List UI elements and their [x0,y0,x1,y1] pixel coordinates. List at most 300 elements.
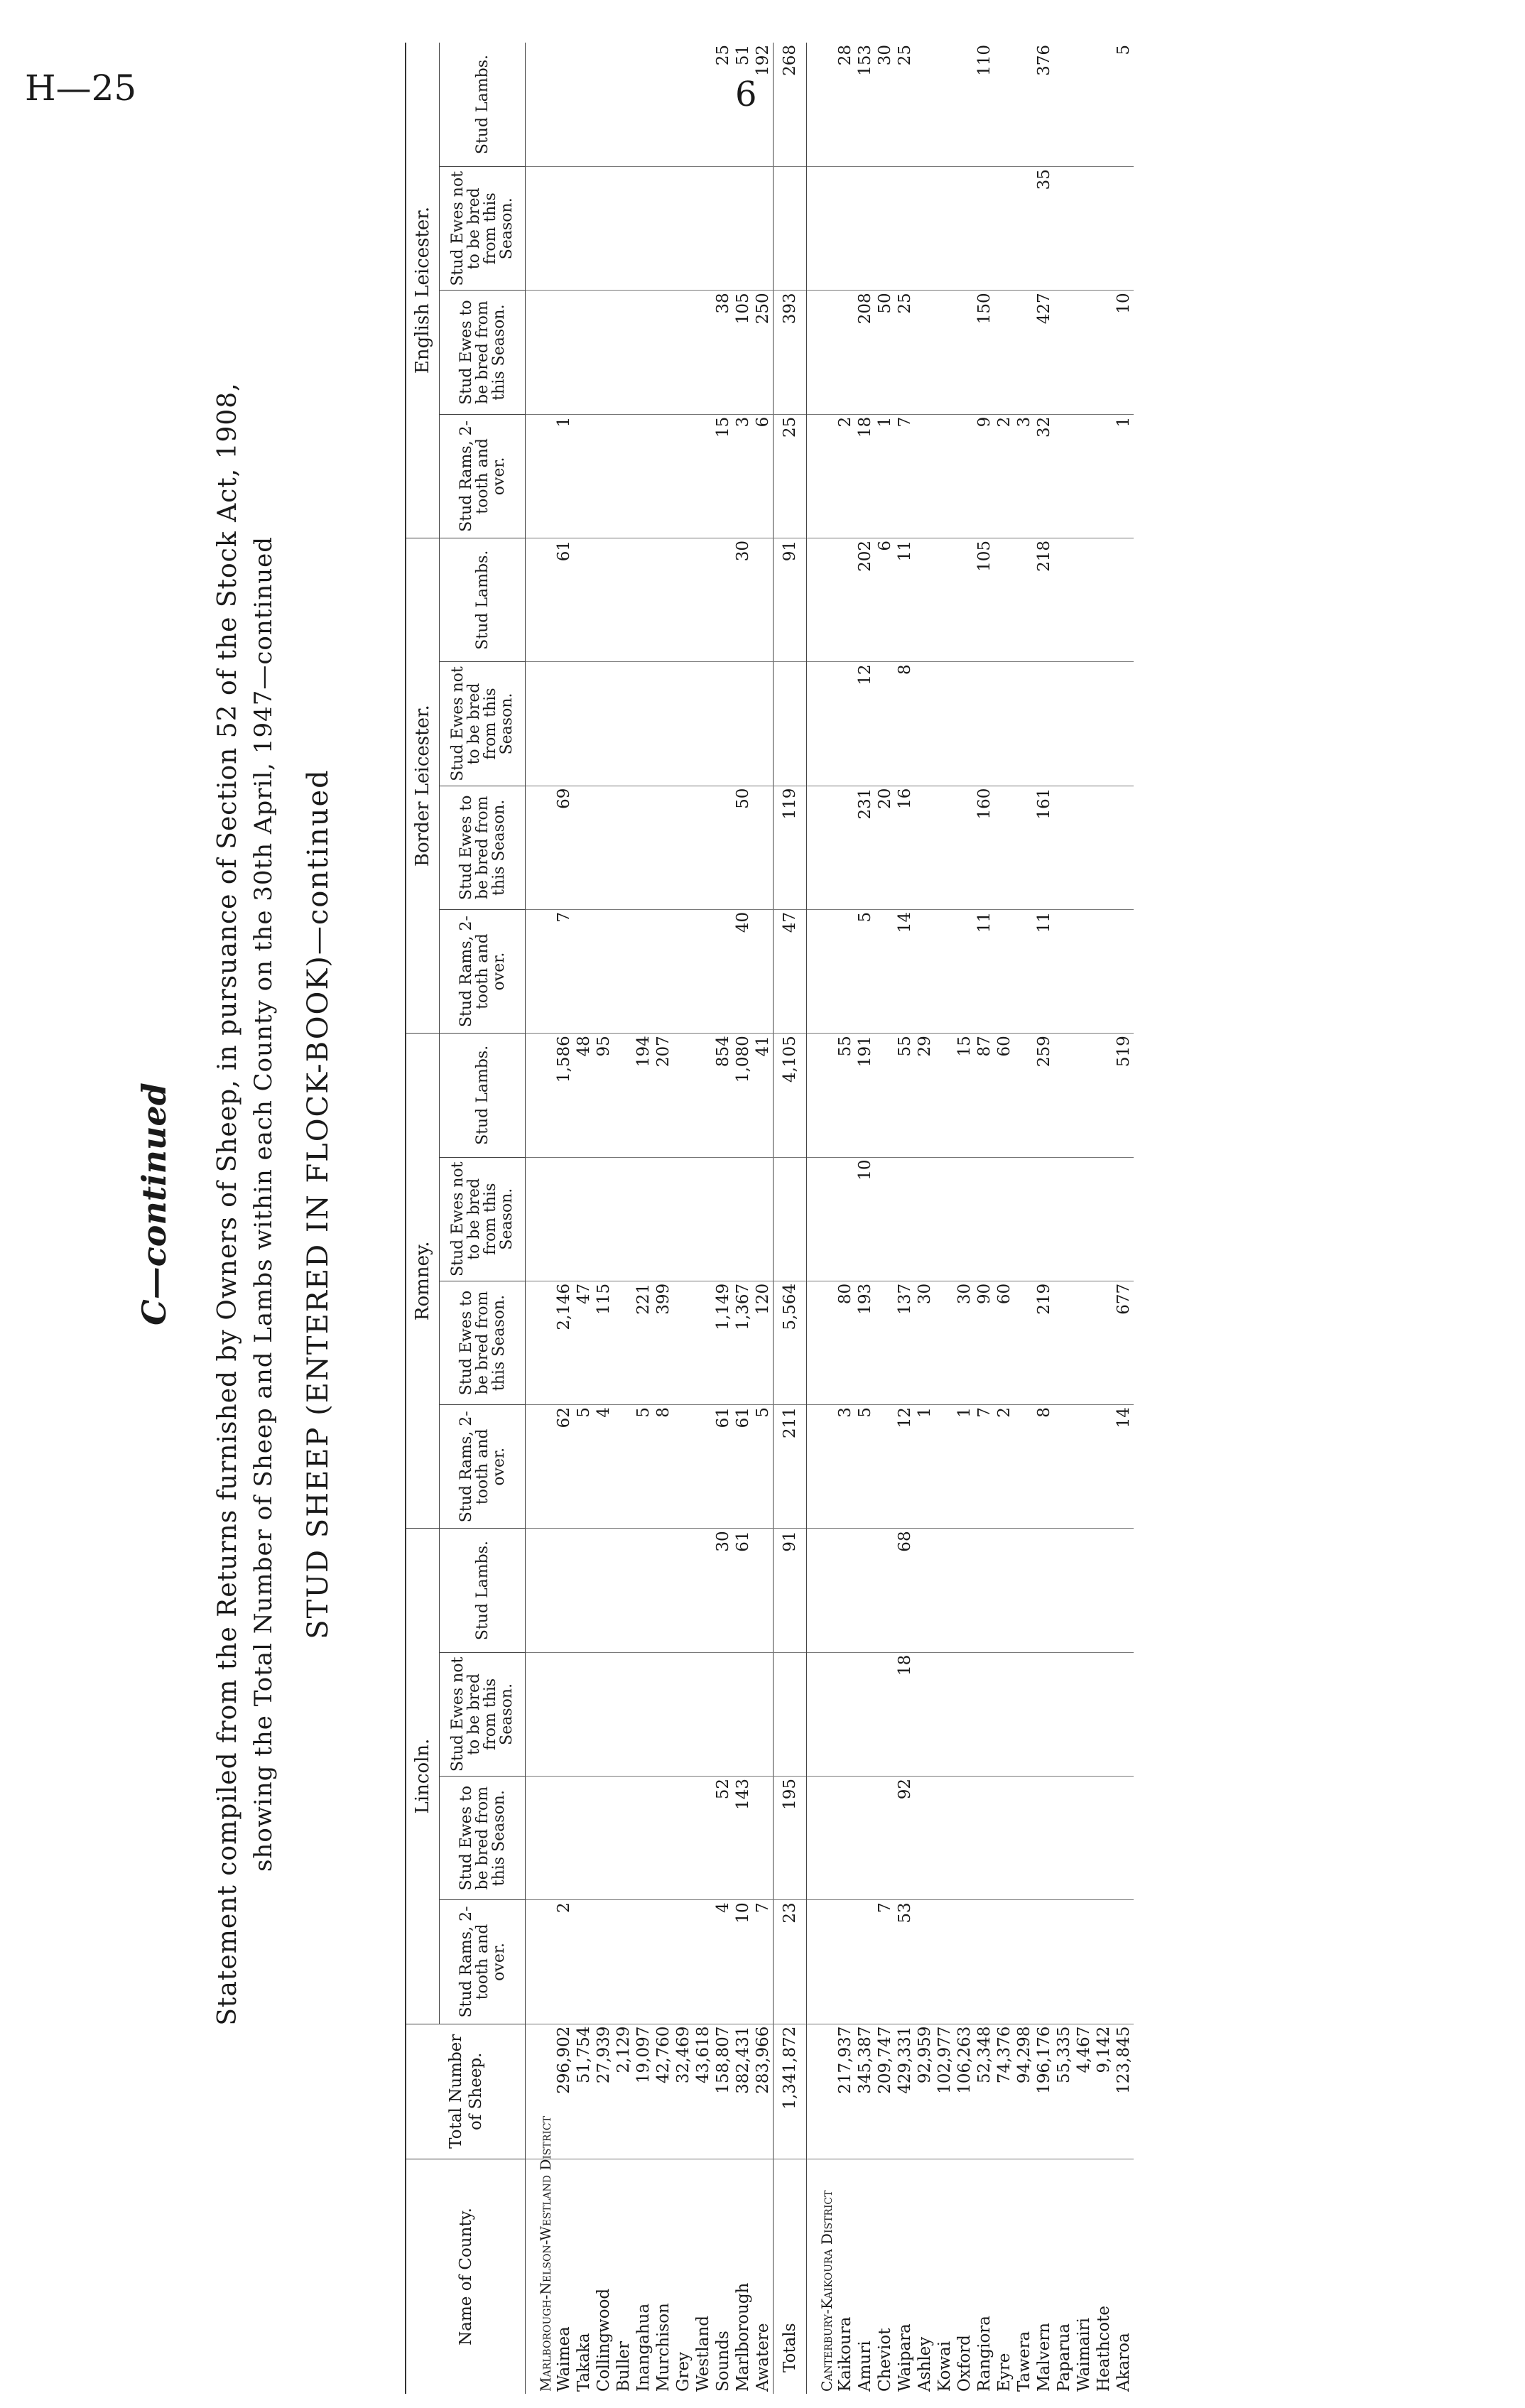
stud-count-cell: 6 [875,538,895,661]
stud-count-cell: 15 [955,1034,975,1157]
stud-count-cell [574,1157,594,1281]
stud-count-cell [733,1157,753,1281]
stud-count-cell [994,167,1014,291]
stud-count-cell [975,1529,994,1652]
stud-count-cell [594,1652,614,1776]
blank-cell [526,414,555,538]
total-sheep-cell: 32,469 [673,2024,693,2159]
stud-count-cell [1014,167,1034,291]
stud-count-cell [1094,1652,1114,1776]
stud-count-cell [1114,1652,1134,1776]
total-sheep-cell: 27,939 [594,2024,614,2159]
stud-count-cell [935,1034,955,1157]
total-sheep-cell: 209,747 [875,2024,895,2159]
stud-count-cell: 10 [855,1157,875,1281]
table-row [975,43,994,2394]
blank-cell [526,1405,555,1529]
totals-cell: 5,564 [774,1281,807,1404]
total-sheep-cell: 43,618 [693,2024,713,2159]
stud-count-cell [1054,662,1074,786]
stud-count-cell [1114,1777,1134,1900]
stud-count-cell [835,909,855,1033]
stud-count-cell: 191 [855,1034,875,1157]
county-name-cell: Awatere [754,2323,772,2392]
total-sheep-cell: 158,807 [713,2024,733,2159]
stud-count-cell [673,786,693,909]
stud-count-cell [1074,1157,1094,1281]
table-row [733,43,753,2394]
stud-count-cell [673,167,693,291]
stud-count-cell [1014,43,1034,167]
totals-cell: 393 [774,291,807,414]
stud-count-cell [875,1034,895,1157]
stud-count-cell [955,1157,975,1281]
stud-count-cell [975,662,994,786]
stud-count-cell [955,43,975,167]
table-row [1114,43,1134,2394]
blank-cell [807,291,836,414]
statement-line-2: showing the Total Number of Sheep and Lambs within each County on the 30th April, 1947—continued [249,536,278,1872]
stud-sheep-table [405,43,1134,2394]
stud-count-cell [1014,1034,1034,1157]
stud-count-cell [1094,1405,1114,1529]
stud-count-cell [935,1157,955,1281]
stud-count-cell [1074,662,1094,786]
stud-count-cell [935,43,955,167]
stud-count-cell [1094,414,1114,538]
subheader-border-leicester-stud-ewes-bred: Stud Ewes to be bred from this Season. [440,786,526,909]
blank-cell [807,414,836,538]
stud-count-cell [673,1281,693,1404]
stud-count-cell [733,167,753,291]
blank-cell [807,43,836,167]
table-row [895,43,915,2394]
blank-cell [807,1157,836,1281]
stud-count-cell [1054,1652,1074,1776]
totals-cell [774,1157,807,1281]
totals-cell: 268 [774,43,807,167]
table-row [855,43,875,2394]
stud-count-cell [1014,1900,1034,2024]
stud-count-cell [835,167,855,291]
stud-count-cell [1094,1157,1114,1281]
stud-count-cell [915,662,935,786]
totals-cell: 1,341,872 [774,2024,807,2159]
section-title: C—continued [135,1083,173,1325]
stud-count-cell: 61 [713,1405,733,1529]
stud-count-cell: 218 [1034,538,1054,661]
blank-cell [807,2024,836,2159]
stud-count-cell [1034,1529,1054,1652]
stud-count-cell [554,662,574,786]
stud-count-cell [975,167,994,291]
district-name: Marlborough-Nelson-Westland District [537,2116,554,2392]
stud-count-cell [1074,1529,1094,1652]
stud-count-cell: 60 [994,1034,1014,1157]
table-row [673,43,693,2394]
stud-count-cell [673,43,693,167]
blank-cell [526,909,555,1033]
stud-count-cell [653,909,673,1033]
stud-count-cell [693,1900,713,2024]
stud-count-cell: 50 [733,786,753,909]
stud-count-cell [653,414,673,538]
stud-count-cell: 7 [753,1900,774,2024]
stud-count-cell [875,1405,895,1529]
stud-count-cell [614,1652,634,1776]
stud-count-cell [594,538,614,661]
stud-count-cell: 192 [753,43,774,167]
stud-count-cell [1074,786,1094,909]
county-name-cell: Waipara [896,2323,914,2392]
stud-count-cell [994,1900,1014,2024]
stud-count-cell [994,1652,1014,1776]
stud-count-cell [935,909,955,1033]
total-sheep-cell: 102,977 [935,2024,955,2159]
stud-count-cell: 30 [733,538,753,661]
stud-count-cell [1054,1900,1074,2024]
county-name-cell: Waimea [555,2326,573,2392]
stud-count-cell [1014,1652,1034,1776]
totals-label: Totals [774,2159,807,2394]
stud-count-cell: 376 [1034,43,1054,167]
stud-count-cell [1034,1777,1054,1900]
stud-count-cell [554,1529,574,1652]
stud-count-cell [594,786,614,909]
page-reference: H—25 [25,67,137,109]
blank-cell [526,662,555,786]
stud-count-cell: 2 [994,1405,1014,1529]
stud-count-cell [614,43,634,167]
blank-cell [807,1652,836,1776]
stud-count-cell: 9 [975,414,994,538]
stud-count-cell: 250 [753,291,774,414]
stud-count-cell [554,1652,574,1776]
stud-count-cell [614,1281,634,1404]
stud-count-cell [693,1281,713,1404]
stud-count-cell [835,662,855,786]
blank-cell [807,786,836,909]
blank-cell [807,1034,836,1157]
district-header-row [526,43,555,2394]
stud-count-cell [855,1777,875,1900]
stud-count-cell [653,1652,673,1776]
stud-count-cell [994,786,1014,909]
stud-count-cell [1114,167,1134,291]
totals-cell [774,167,807,291]
stud-count-cell [1094,1529,1114,1652]
stud-count-cell: 7 [975,1405,994,1529]
total-sheep-cell: 4,467 [1074,2024,1094,2159]
stud-count-cell [994,291,1014,414]
stud-count-cell [975,1900,994,2024]
stud-count-cell: 427 [1034,291,1054,414]
stud-count-cell [935,662,955,786]
stud-count-cell [835,1652,855,1776]
stud-count-cell [653,291,673,414]
stud-count-cell [713,167,733,291]
stud-count-cell [753,1157,774,1281]
stud-count-cell [955,786,975,909]
stud-count-cell: 32 [1034,414,1054,538]
stud-count-cell [1074,291,1094,414]
stud-count-cell: 2,146 [554,1281,574,1404]
stud-count-cell [1094,662,1114,786]
stud-count-cell [1074,909,1094,1033]
stud-count-cell: 68 [895,1529,915,1652]
stud-count-cell [935,1777,955,1900]
stud-count-cell [994,538,1014,661]
stud-count-cell [915,1777,935,1900]
stud-count-cell: 153 [855,43,875,167]
stud-count-cell: 48 [574,1034,594,1157]
stud-count-cell [554,1777,574,1900]
county-name-cell: Paparua [1055,2323,1073,2392]
blank-cell [526,1900,555,2024]
stud-count-cell: 1,080 [733,1034,753,1157]
stud-count-cell [693,662,713,786]
stud-count-cell [935,538,955,661]
stud-count-cell: 5 [1114,43,1134,167]
stud-count-cell: 143 [733,1777,753,1900]
stud-count-cell [673,1034,693,1157]
stud-count-cell [653,167,673,291]
total-sheep-column-header: Total Number of Sheep. [406,2024,526,2159]
county-name-cell: Tawera [1015,2331,1033,2392]
stud-count-cell: 399 [653,1281,673,1404]
stud-count-cell [1094,1034,1114,1157]
stud-count-cell: 5 [574,1405,594,1529]
stud-count-cell [1054,786,1074,909]
stud-count-cell [955,1900,975,2024]
stud-count-cell [1094,1777,1114,1900]
stud-count-cell [634,662,653,786]
stud-count-cell: 25 [895,43,915,167]
subheader-lincoln-stud-ewes-not-bred: Stud Ewes not to be bred from this Season. [440,1652,526,1776]
table-row [1094,43,1114,2394]
stud-count-cell [713,1157,733,1281]
stud-count-cell [875,1529,895,1652]
blank-cell [526,1529,555,1652]
stud-count-cell [614,167,634,291]
stud-count-cell: 62 [554,1405,574,1529]
stud-count-cell [634,1652,653,1776]
stud-count-cell [653,1529,673,1652]
stud-count-cell [693,43,713,167]
stud-count-cell: 1 [554,414,574,538]
county-name-cell: Amuri [856,2341,874,2392]
stud-count-cell [1074,1405,1094,1529]
stud-count-cell [1094,43,1114,167]
stud-count-cell [574,291,594,414]
blank-cell [807,1777,836,1900]
stud-count-cell: 35 [1034,167,1054,291]
subheader-border-leicester-stud-ewes-not-bred: Stud Ewes not to be bred from this Season. [440,662,526,786]
total-sheep-cell: 74,376 [994,2024,1014,2159]
blank-cell [807,167,836,291]
district-header-row [807,43,836,2394]
stud-count-cell [733,1652,753,1776]
stud-count-cell: 259 [1034,1034,1054,1157]
stud-count-cell [594,414,614,538]
table-row [614,43,634,2394]
stud-count-cell [915,538,935,661]
stud-count-cell [673,1157,693,1281]
stud-count-cell [875,909,895,1033]
stud-count-cell: 25 [713,43,733,167]
totals-cell: 91 [774,1529,807,1652]
stud-count-cell [855,1900,875,2024]
stud-count-cell: 105 [975,538,994,661]
subheader-romney-stud-ewes-bred: Stud Ewes to be bred from this Season. [440,1281,526,1404]
stud-count-cell [835,1157,855,1281]
stud-count-cell [875,662,895,786]
stud-count-cell [753,786,774,909]
stud-count-cell: 110 [975,43,994,167]
table-row [753,43,774,2394]
stud-count-cell [673,291,693,414]
subheader-romney-stud-lambs: Stud Lambs. [440,1034,526,1157]
stud-count-cell [855,1652,875,1776]
county-name-cell: Eyre [995,2353,1014,2392]
stud-count-cell: 3 [733,414,753,538]
stud-count-cell [835,291,855,414]
stud-count-cell: 1 [955,1405,975,1529]
total-sheep-cell: 283,966 [753,2024,774,2159]
table-row [1054,43,1074,2394]
stud-count-cell: 92 [895,1777,915,1900]
stud-count-cell [653,43,673,167]
subheader-lincoln-stud-lambs: Stud Lambs. [440,1529,526,1652]
stud-count-cell [1074,1034,1094,1157]
stud-count-cell: 7 [895,414,915,538]
stud-count-cell [1054,1281,1074,1404]
stud-count-cell [915,1900,935,2024]
blank-cell [526,1652,555,1776]
stud-count-cell [594,662,614,786]
total-sheep-cell: 42,760 [653,2024,673,2159]
stud-count-cell [1014,291,1034,414]
stud-count-cell: 1 [875,414,895,538]
stud-count-cell [1014,909,1034,1033]
stud-count-cell [955,538,975,661]
stud-count-cell: 61 [733,1529,753,1652]
totals-cell: 195 [774,1777,807,1900]
stud-count-cell [594,1529,614,1652]
stud-count-cell [574,167,594,291]
stud-count-cell [915,167,935,291]
total-sheep-cell: 9,142 [1094,2024,1114,2159]
stud-count-cell: 90 [975,1281,994,1404]
stud-count-cell [1094,291,1114,414]
stud-count-cell [693,1652,713,1776]
stud-count-cell [1054,1529,1074,1652]
stud-count-cell [574,662,594,786]
blank-cell [807,1281,836,1404]
stud-count-cell: 3 [835,1405,855,1529]
county-name-cell: Inangahua [634,2303,653,2392]
stud-count-cell [875,1652,895,1776]
total-sheep-cell: 217,937 [835,2024,855,2159]
stud-count-cell [1054,1777,1074,1900]
stud-count-cell [1114,538,1134,661]
stud-count-cell [994,909,1014,1033]
stud-count-cell [574,1777,594,1900]
stud-count-cell [634,1900,653,2024]
stud-count-cell [855,1529,875,1652]
table-row [1014,43,1034,2394]
stud-count-cell [634,291,653,414]
stud-count-cell [673,1529,693,1652]
totals-cell: 91 [774,538,807,661]
subheader-english-leicester-stud-rams: Stud Rams, 2-tooth and over. [440,414,526,538]
stud-count-cell: 25 [895,291,915,414]
blank-cell [526,1281,555,1404]
stud-count-cell: 5 [753,1405,774,1529]
stud-count-cell [753,1777,774,1900]
stud-count-cell: 193 [855,1281,875,1404]
stud-count-cell: 47 [574,1281,594,1404]
stud-count-cell [1054,291,1074,414]
stud-count-cell: 30 [713,1529,733,1652]
stud-count-cell: 15 [713,414,733,538]
stud-count-cell [935,786,955,909]
table-row [713,43,733,2394]
subheader-lincoln-stud-rams: Stud Rams, 2-tooth and over. [440,1900,526,2024]
county-name-cell: Marlborough [734,2282,752,2392]
stud-count-cell: 29 [915,1034,935,1157]
table-row [1074,43,1094,2394]
stud-count-cell [915,1157,935,1281]
stud-count-cell [653,786,673,909]
stud-count-cell: 7 [875,1900,895,2024]
stud-count-cell: 80 [835,1281,855,1404]
stud-count-cell [935,414,955,538]
stud-count-cell [554,43,574,167]
stud-count-cell: 194 [634,1034,653,1157]
stud-count-cell: 6 [753,414,774,538]
stud-count-cell [554,167,574,291]
stud-count-cell: 7 [554,909,574,1033]
total-sheep-cell: 55,335 [1054,2024,1074,2159]
stud-count-cell [673,1405,693,1529]
stud-count-cell: 137 [895,1281,915,1404]
stud-count-cell: 11 [895,538,915,661]
stud-count-cell [594,167,614,291]
breed-header-border-leicester: Border Leicester. [406,538,440,1033]
stud-count-cell [1054,414,1074,538]
stud-count-cell [1034,1900,1054,2024]
county-name-cell: Akaroa [1114,2333,1133,2392]
stud-count-cell: 161 [1034,786,1054,909]
stud-count-cell [693,414,713,538]
stud-count-cell [1054,538,1074,661]
totals-cell: 4,105 [774,1034,807,1157]
blank-cell [526,786,555,909]
stud-count-cell [955,291,975,414]
stud-count-cell [1034,1652,1054,1776]
stud-count-cell [753,167,774,291]
total-sheep-cell: 429,331 [895,2024,915,2159]
table-row [554,43,574,2394]
breed-header-romney: Romney. [406,1034,440,1529]
stud-count-cell [1114,1900,1134,2024]
stud-count-cell [915,414,935,538]
stud-count-cell [594,1157,614,1281]
stud-count-cell [693,1157,713,1281]
stud-count-cell: 1,367 [733,1281,753,1404]
stud-count-cell: 51 [733,43,753,167]
